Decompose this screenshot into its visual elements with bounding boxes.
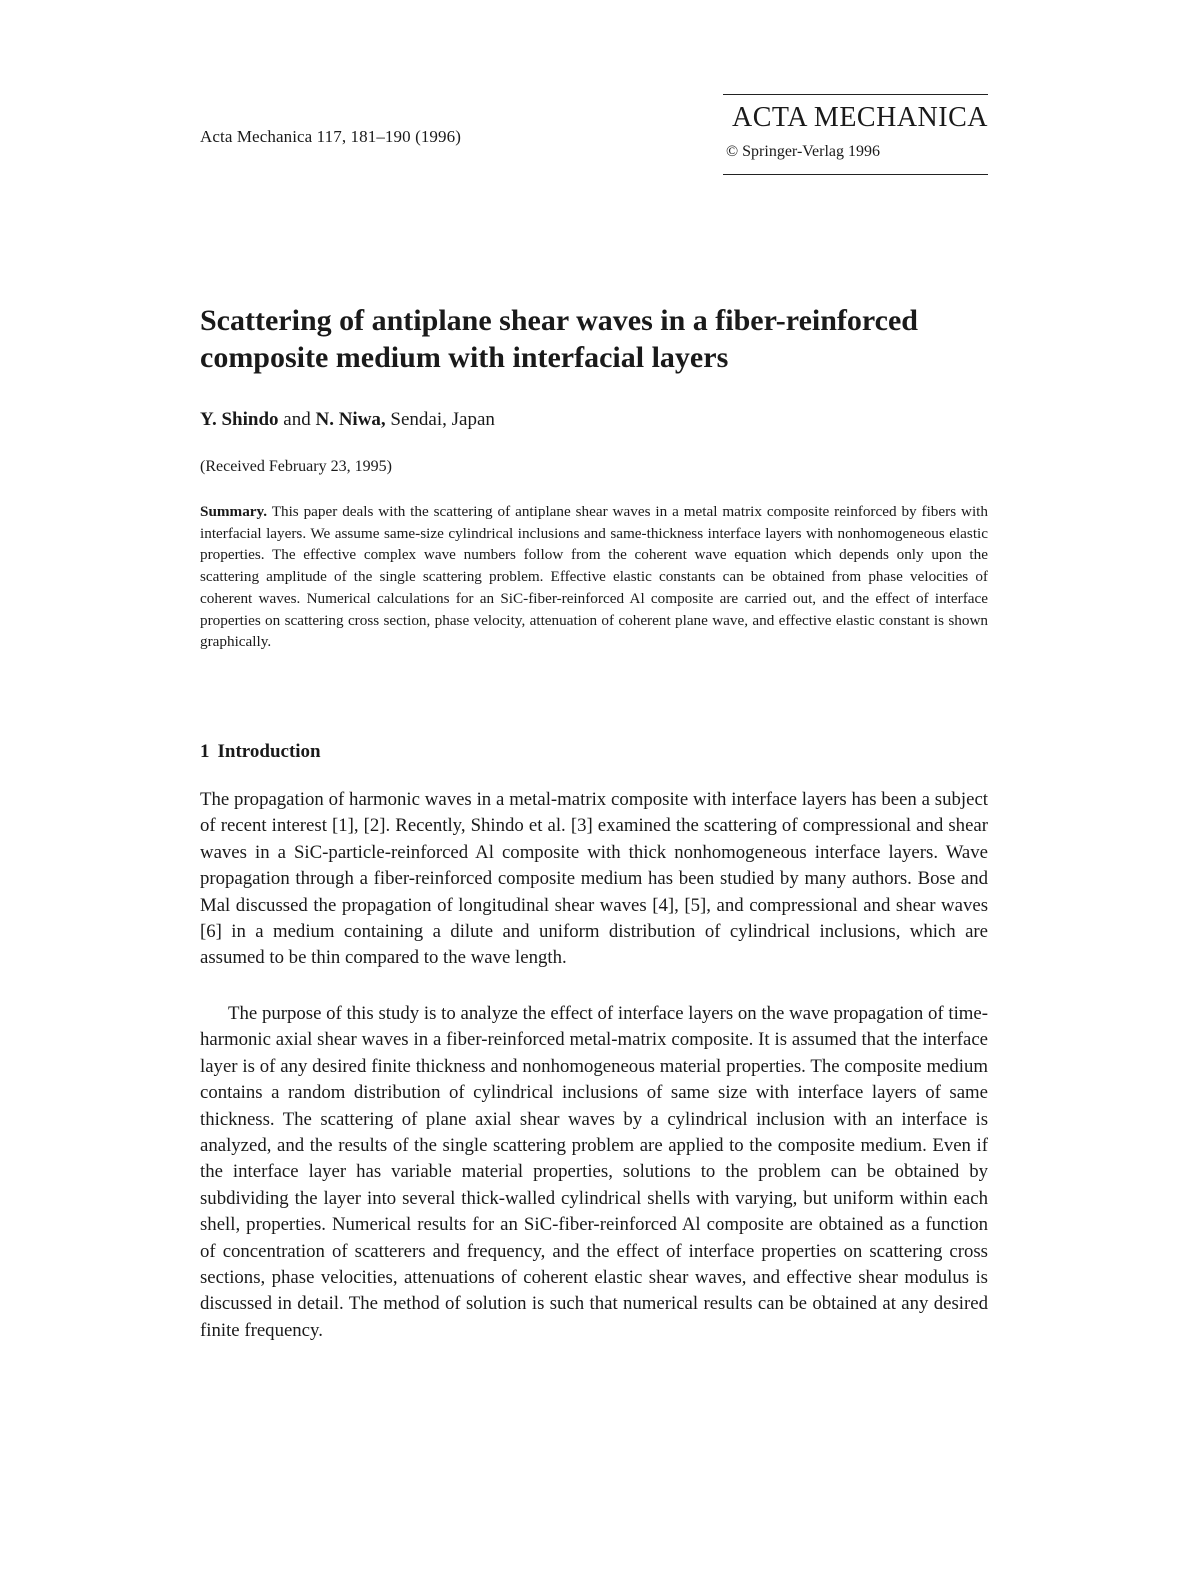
author-separator: and [278,409,316,430]
journal-masthead [723,94,988,176]
abstract [200,501,988,653]
abstract-label: Summary. [200,503,268,520]
author-name: N. Niwa, [315,409,386,430]
masthead-top-rule [723,94,988,95]
section-title: Introduction [217,741,321,762]
article-title: Scattering of antiplane shear waves in a fiber-reinforced composite medium with interfacial layers [200,304,918,374]
body-paragraph: The propagation of harmonic waves in a metal-matrix composite with interface layers has been a subject of recent interest [1], [2]. Recently, Shindo et al. [3] examined the scattering of compressional and shear waves in a SiC-particle-reinforced Al composite with thick nonhomogeneous interface layers. Wave propagation through a fiber-reinforced composite medium has been studied by many authors. Bose and Mal discussed the propagation of longitudinal shear waves [4], [5], and compressional and shear waves [6] in a medium containing a dilute and uniform distribution of cylindrical inclusions, which are assumed to be thin compared to the wave length. [200,789,988,969]
body-paragraph: The purpose of this study is to analyze the effect of interface layers on the wave propagation of time-harmonic axial shear waves in a fiber-reinforced metal-matrix composite. It is assumed that the interface layer is of any desired finite thickness and nonhomogeneous material properties. The composite medium contains a random distribution of cylindrical inclusions of same size with interface layers of same thickness. The scattering of plane axial shear waves by a cylindrical inclusion with an interface is analyzed, and the results of the single scattering problem are applied to the composite medium. Even if the interface layer has variable material properties, solutions to the problem can be obtained by subdividing the layer into several thick-walled cylindrical shells with varying, but uniform within each shell, properties. Numerical results for an SiC-fiber-reinforced Al composite are obtained as a function of concentration of scatterers and frequency, and the effect of interface properties on scattering cross sections, phase velocities, attenuations of coherent elastic shear waves, and effective shear modulus is discussed in detail. The method of solution is such that numerical results can be obtained at any desired finite frequency. [200,1003,988,1341]
section-number: 1 [200,741,210,762]
publisher-copyright: © Springer-Verlag 1996 [726,143,881,160]
section-heading [200,741,321,763]
masthead-bottom-rule [723,174,988,175]
received-date: (Received February 23, 1995) [200,458,392,475]
author-line [200,409,495,431]
author-location: Sendai, Japan [385,409,495,430]
journal-name: ACTA MECHANICA [732,102,988,133]
journal-citation: Acta Mechanica 117, 181–190 (1996) [200,127,461,146]
author-name: Y. Shindo [200,409,279,430]
abstract-text: This paper deals with the scattering of antiplane shear waves in a metal matrix composite reinforced by fibers with interfacial layers. We assume same-size cylindrical inclusions and same-thickness interface layers with nonhomogeneous elastic properties. The effective complex wave numbers follow from the coherent wave equation which depends only upon the scattering amplitude of the single scattering problem. Effective elastic constants can be obtained from phase velocities of coherent waves. Numerical calculations for an SiC-fiber-reinforced Al composite are carried out, and the effect of interface properties on scattering cross section, phase velocity, attenuation of coherent plane wave, and effective elastic constant is shown graphically. [200,503,988,651]
